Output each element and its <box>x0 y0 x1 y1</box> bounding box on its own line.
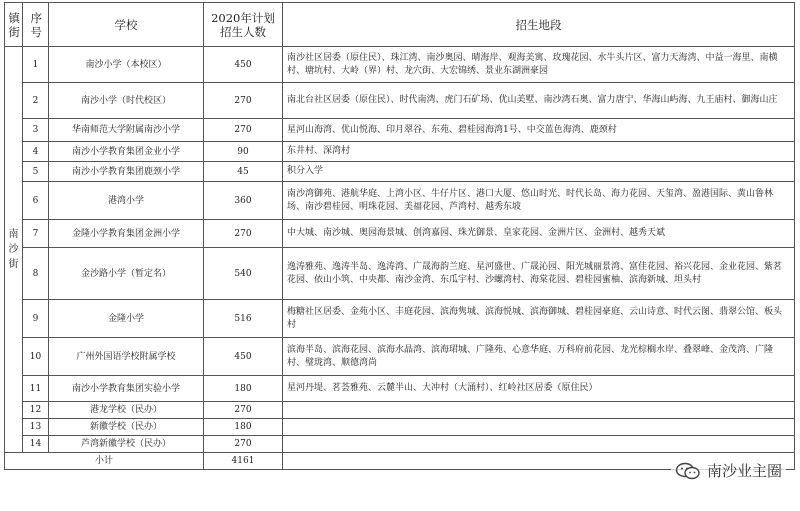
table-row <box>5 182 795 220</box>
row-school: 新徽学校（民办） <box>49 419 204 436</box>
row-plan: 360 <box>204 182 283 220</box>
table-row <box>5 83 795 119</box>
row-no: 12 <box>23 402 49 419</box>
town-cell: 南沙街 <box>5 47 23 453</box>
row-school: 南沙小学（时代校区） <box>49 83 204 119</box>
row-plan: 90 <box>204 142 283 162</box>
table-row <box>5 119 795 142</box>
enrollment-table <box>4 2 795 470</box>
row-school: 华南师范大学附属南沙小学 <box>49 119 204 142</box>
row-area: 中大城、南沙城、奥园海景城、创湾嘉园、珠光御景、皇家花园、金洲片区、金洲村、越秀天斌 <box>283 220 795 248</box>
row-no: 3 <box>23 119 49 142</box>
header-town: 镇街 <box>5 3 23 47</box>
row-school: 南沙小学教育集团金业小学 <box>49 142 204 162</box>
row-no: 8 <box>23 248 49 300</box>
row-school: 南沙小学（本校区） <box>49 47 204 83</box>
row-plan: 180 <box>204 376 283 402</box>
header-school: 学校 <box>49 3 204 47</box>
row-school: 芦湾新徽学校（民办） <box>49 436 204 453</box>
watermark <box>671 459 786 482</box>
row-school: 南沙小学教育集团鹿颈小学 <box>49 162 204 182</box>
subtotal-label: 小计 <box>5 453 204 470</box>
header-plan: 2020年计划招生人数 <box>204 3 283 47</box>
table-row <box>5 220 795 248</box>
row-area <box>283 402 795 419</box>
row-no: 1 <box>23 47 49 83</box>
table-row <box>5 248 795 300</box>
table-row <box>5 300 795 338</box>
row-no: 14 <box>23 436 49 453</box>
row-area: 南沙湾御苑、港航华庭、上湾小区、牛仔片区、港口大厦、悠山时光、时代长岛、海力花园、天玺湾、盈港国际、黄山鲁林场、南沙碧桂园、明珠花园、美福花园、芦湾村、越秀东坡 <box>283 182 795 220</box>
row-no: 13 <box>23 419 49 436</box>
row-area: 梅糖社区居委、金苑小区、丰庭花园、滨海隽城、滨海悦城、滨海御城、碧桂园豪庭、云山诗意、时代云图、翡翠公馆、板头村 <box>283 300 795 338</box>
row-area: 星河山海湾、优山悦海、印月翠谷、东苑、碧桂园海湾1号、中交蓝色海湾、鹿颈村 <box>283 119 795 142</box>
watermark-text: 南沙业主圈 <box>706 462 782 480</box>
row-plan: 270 <box>204 402 283 419</box>
row-plan: 270 <box>204 220 283 248</box>
row-area: 星河丹堤、茗荟雅苑、云麓半山、大冲村（大涌村）、红岭社区居委（原住民） <box>283 376 795 402</box>
row-area <box>283 436 795 453</box>
row-no: 11 <box>23 376 49 402</box>
row-no: 6 <box>23 182 49 220</box>
row-plan: 450 <box>204 47 283 83</box>
table-row <box>5 436 795 453</box>
header-row <box>5 3 795 47</box>
table-row <box>5 142 795 162</box>
row-area: 逸涛雅苑、逸涛半岛、逸涛湾、广晟海韵兰庭、星河盛世、广晟沁园、阳光城丽景湾、富佳花园、裕兴花园、金业花园、紫茗花园、依山小筑、中央都、南沙金湾、东瓜宇村、沙螺湾村、海棠花园、碧桂园蜜柚、滨海新城、坦头村 <box>283 248 795 300</box>
header-area: 招生地段 <box>283 3 795 47</box>
row-area: 滨海半岛、滨海花园、滨海水晶湾、滨海珺城、广隆苑、心意华庭、万科府前花园、龙光棕榈水岸、叠翠峰、金茂湾、广隆村、璧珑湾、顺德湾尚 <box>283 338 795 376</box>
row-school: 金沙路小学（暂定名） <box>49 248 204 300</box>
row-plan: 540 <box>204 248 283 300</box>
table-row <box>5 402 795 419</box>
row-no: 7 <box>23 220 49 248</box>
row-area: 南沙社区居委（原住民）、珠江湾、南沙奥园、晴海岸、观海美寓、玫瑰花园、水牛头片区、富力天海湾、中益一海里、南横村、塘坑村、大岭（界）村、龙穴街、大宏锦绣、景业东湖洲豪园 <box>283 47 795 83</box>
row-plan: 45 <box>204 162 283 182</box>
table-row <box>5 419 795 436</box>
subtotal-plan: 4161 <box>204 453 283 470</box>
table-row <box>5 47 795 83</box>
row-school: 金隆小学 <box>49 300 204 338</box>
table-row <box>5 162 795 182</box>
row-plan: 180 <box>204 419 283 436</box>
row-area: 东井村、深湾村 <box>283 142 795 162</box>
row-no: 2 <box>23 83 49 119</box>
row-plan: 516 <box>204 300 283 338</box>
table-row <box>5 338 795 376</box>
row-school: 金隆小学教育集团金洲小学 <box>49 220 204 248</box>
row-no: 4 <box>23 142 49 162</box>
row-plan: 270 <box>204 119 283 142</box>
row-school: 港湾小学 <box>49 182 204 220</box>
row-plan: 270 <box>204 83 283 119</box>
table-row <box>5 376 795 402</box>
row-plan: 450 <box>204 338 283 376</box>
row-area: 积分入学 <box>283 162 795 182</box>
row-school: 港龙学校（民办） <box>49 402 204 419</box>
header-no: 序号 <box>23 3 49 47</box>
row-area: 南北台社区居委（原住民）、时代南湾、虎门石矿场、优山美墅、南沙湾石奥、富力唐宁、华海山屿海、九王庙村、御海山庄 <box>283 83 795 119</box>
row-school: 广州外国语学校附属学校 <box>49 338 204 376</box>
row-area <box>283 419 795 436</box>
row-school: 南沙小学教育集团实验小学 <box>49 376 204 402</box>
row-plan: 270 <box>204 436 283 453</box>
row-no: 9 <box>23 300 49 338</box>
row-no: 10 <box>23 338 49 376</box>
wechat-icon <box>675 462 701 480</box>
row-no: 5 <box>23 162 49 182</box>
